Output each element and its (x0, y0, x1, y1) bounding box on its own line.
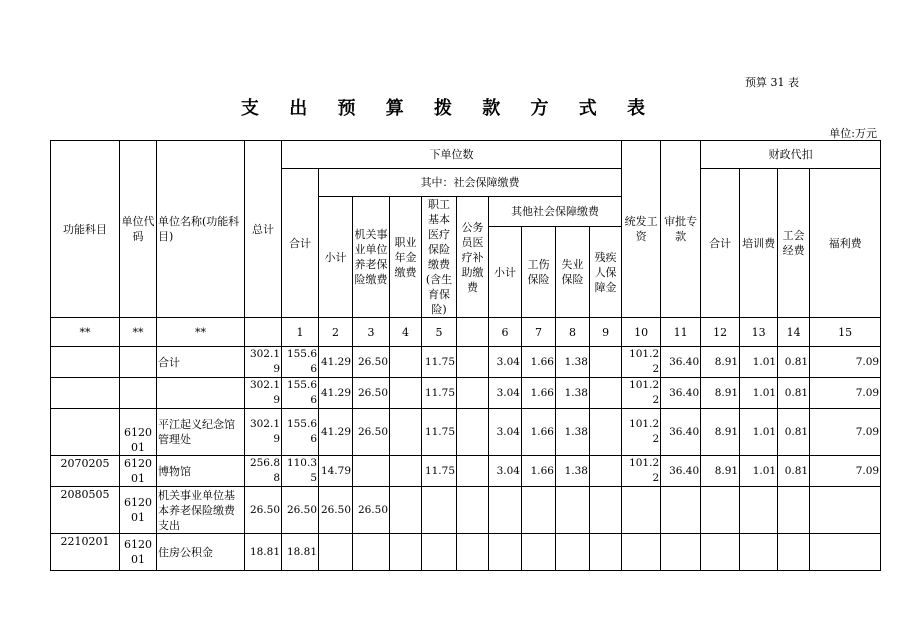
index-cell: 15 (810, 318, 881, 347)
unit-code-cell: 612001 (120, 409, 157, 456)
value-cell: 1.38 (556, 347, 590, 378)
value-cell: 3.04 (489, 347, 522, 378)
value-cell: 41.29 (319, 378, 353, 409)
value-cell (457, 378, 489, 409)
unit-code-cell: 612001 (120, 534, 157, 571)
value-cell: 1.66 (522, 378, 556, 409)
index-cell: 14 (778, 318, 810, 347)
value-cell: 1.01 (740, 378, 778, 409)
value-cell: 18.81 (245, 534, 282, 571)
header-xiaoji: 小计 (319, 197, 353, 318)
budget-table (50, 140, 881, 571)
value-cell: 1.66 (522, 409, 556, 456)
value-cell: 302.19 (245, 378, 282, 409)
header-peixun: 培训费 (740, 169, 778, 318)
value-cell (457, 347, 489, 378)
value-cell: 1.66 (522, 456, 556, 487)
value-cell (390, 456, 422, 487)
value-cell: 0.81 (778, 456, 810, 487)
index-cell: 6 (489, 318, 522, 347)
func-code-cell: 2080505 (51, 487, 120, 534)
table-row (51, 378, 881, 409)
unit-code-cell: 612001 (120, 487, 157, 534)
value-cell: 155.66 (282, 409, 319, 456)
value-cell (590, 347, 622, 378)
index-cell: 4 (390, 318, 422, 347)
value-cell (740, 534, 778, 571)
header-code: 单位代码 (120, 141, 157, 318)
header-qita: 其他社会保障缴费 (489, 197, 622, 227)
value-cell (556, 487, 590, 534)
header-qizhong: 其中：社会保障缴费 (319, 169, 622, 197)
index-cell: 13 (740, 318, 778, 347)
index-cell: ** (157, 318, 245, 347)
value-cell: 8.91 (701, 378, 740, 409)
value-cell (590, 456, 622, 487)
table-row (51, 456, 881, 487)
header-xia: 下单位数 (282, 141, 622, 169)
unit-name-cell: 住房公积金 (157, 534, 245, 571)
value-cell (489, 487, 522, 534)
unit-name-cell (157, 378, 245, 409)
value-cell (590, 487, 622, 534)
value-cell (353, 534, 390, 571)
index-cell: 8 (556, 318, 590, 347)
value-cell (390, 534, 422, 571)
value-cell (522, 487, 556, 534)
header-zhigong: 职工基本医疗保险缴费(含生育保险) (422, 197, 457, 318)
value-cell: 26.50 (353, 409, 390, 456)
index-cell: 10 (622, 318, 661, 347)
value-cell: 8.91 (701, 409, 740, 456)
value-cell (556, 534, 590, 571)
func-code-cell (51, 409, 120, 456)
value-cell (319, 534, 353, 571)
value-cell: 8.91 (701, 456, 740, 487)
func-code-cell (51, 347, 120, 378)
value-cell: 11.75 (422, 378, 457, 409)
index-cell: 1 (282, 318, 319, 347)
value-cell: 155.66 (282, 378, 319, 409)
value-cell (661, 534, 701, 571)
value-cell (701, 487, 740, 534)
header-gonghui: 工会经费 (778, 169, 810, 318)
index-cell: ** (51, 318, 120, 347)
unit-name-cell: 平江起义纪念馆管理处 (157, 409, 245, 456)
index-row (51, 318, 881, 347)
index-cell: 9 (590, 318, 622, 347)
value-cell (778, 534, 810, 571)
index-cell: ** (120, 318, 157, 347)
value-cell: 18.81 (282, 534, 319, 571)
header-cz-heji: 合计 (701, 169, 740, 318)
value-cell: 41.29 (319, 409, 353, 456)
index-cell: 3 (353, 318, 390, 347)
table-row (51, 487, 881, 534)
value-cell: 8.91 (701, 347, 740, 378)
header-total: 总计 (245, 141, 282, 318)
value-cell: 36.40 (661, 378, 701, 409)
value-cell: 101.22 (622, 378, 661, 409)
value-cell: 3.04 (489, 378, 522, 409)
index-cell: 2 (319, 318, 353, 347)
value-cell: 26.50 (319, 487, 353, 534)
unit-label: 单位:万元 (829, 127, 877, 140)
value-cell: 110.35 (282, 456, 319, 487)
table-row (51, 347, 881, 378)
value-cell: 3.04 (489, 456, 522, 487)
value-cell (810, 534, 881, 571)
value-cell (390, 378, 422, 409)
value-cell: 1.01 (740, 409, 778, 456)
func-code-cell: 2070205 (51, 456, 120, 487)
header-name: 单位名称(功能科目) (157, 141, 245, 318)
unit-name-cell: 合计 (157, 347, 245, 378)
value-cell: 1.66 (522, 347, 556, 378)
value-cell (353, 456, 390, 487)
value-cell: 36.40 (661, 456, 701, 487)
value-cell: 1.38 (556, 456, 590, 487)
value-cell (622, 534, 661, 571)
value-cell (457, 487, 489, 534)
value-cell: 26.50 (353, 378, 390, 409)
header-zhiye: 职业年金缴费 (390, 197, 422, 318)
header-jiguan: 机关事业单位养老保险缴费 (353, 197, 390, 318)
value-cell: 256.88 (245, 456, 282, 487)
header-gongwu: 公务员医疗补助缴费 (457, 197, 489, 318)
value-cell (701, 534, 740, 571)
value-cell (740, 487, 778, 534)
value-cell: 36.40 (661, 347, 701, 378)
index-cell (457, 318, 489, 347)
value-cell: 101.22 (622, 456, 661, 487)
value-cell: 7.09 (810, 409, 881, 456)
value-cell (457, 534, 489, 571)
value-cell: 14.79 (319, 456, 353, 487)
value-cell (810, 487, 881, 534)
header-fuli: 福利费 (810, 169, 881, 318)
value-cell: 11.75 (422, 409, 457, 456)
value-cell: 26.50 (353, 487, 390, 534)
header-caizheng: 财政代扣 (701, 141, 881, 169)
header-shiye: 失业保险 (556, 227, 590, 318)
unit-code-cell (120, 347, 157, 378)
value-cell (390, 409, 422, 456)
value-cell: 101.22 (622, 347, 661, 378)
value-cell: 1.01 (740, 456, 778, 487)
value-cell (422, 534, 457, 571)
index-cell: 11 (661, 318, 701, 347)
header-canji: 残疾人保障金 (590, 227, 622, 318)
value-cell: 1.01 (740, 347, 778, 378)
value-cell: 302.19 (245, 347, 282, 378)
value-cell (390, 487, 422, 534)
unit-name-cell: 机关事业单位基本养老保险缴费支出 (157, 487, 245, 534)
func-code-cell (51, 378, 120, 409)
value-cell: 26.50 (353, 347, 390, 378)
unit-name-cell: 博物馆 (157, 456, 245, 487)
value-cell (590, 534, 622, 571)
header-func: 功能科目 (51, 141, 120, 318)
value-cell: 36.40 (661, 409, 701, 456)
func-code-cell: 2210201 (51, 534, 120, 571)
index-cell: 7 (522, 318, 556, 347)
value-cell: 1.38 (556, 378, 590, 409)
unit-code-cell: 612001 (120, 456, 157, 487)
value-cell: 1.38 (556, 409, 590, 456)
value-cell (422, 487, 457, 534)
page-title: 支 出 预 算 拨 款 方 式 表 (240, 98, 658, 119)
header-shenpi: 审批专款 (661, 141, 701, 318)
index-cell: 5 (422, 318, 457, 347)
table-row (51, 534, 881, 571)
value-cell: 7.09 (810, 456, 881, 487)
value-cell (489, 534, 522, 571)
value-cell (522, 534, 556, 571)
value-cell: 101.22 (622, 409, 661, 456)
value-cell: 0.81 (778, 409, 810, 456)
value-cell: 7.09 (810, 347, 881, 378)
value-cell (590, 409, 622, 456)
value-cell (457, 456, 489, 487)
value-cell: 26.50 (282, 487, 319, 534)
form-number: 预算 31 表 (745, 76, 799, 89)
value-cell: 0.81 (778, 347, 810, 378)
value-cell: 3.04 (489, 409, 522, 456)
value-cell (661, 487, 701, 534)
value-cell: 7.09 (810, 378, 881, 409)
value-cell (622, 487, 661, 534)
header-heji: 合计 (282, 169, 319, 318)
value-cell (457, 409, 489, 456)
value-cell (590, 378, 622, 409)
unit-code-cell (120, 378, 157, 409)
value-cell (390, 347, 422, 378)
value-cell (778, 487, 810, 534)
value-cell: 155.66 (282, 347, 319, 378)
value-cell: 26.50 (245, 487, 282, 534)
value-cell: 41.29 (319, 347, 353, 378)
value-cell: 11.75 (422, 456, 457, 487)
table-row (51, 409, 881, 456)
header-qita-xiaoji: 小计 (489, 227, 522, 318)
value-cell: 302.19 (245, 409, 282, 456)
value-cell: 11.75 (422, 347, 457, 378)
index-cell: 12 (701, 318, 740, 347)
value-cell: 0.81 (778, 378, 810, 409)
header-tongfa: 统发工资 (622, 141, 661, 318)
header-gongshang: 工伤保险 (522, 227, 556, 318)
index-cell (245, 318, 282, 347)
